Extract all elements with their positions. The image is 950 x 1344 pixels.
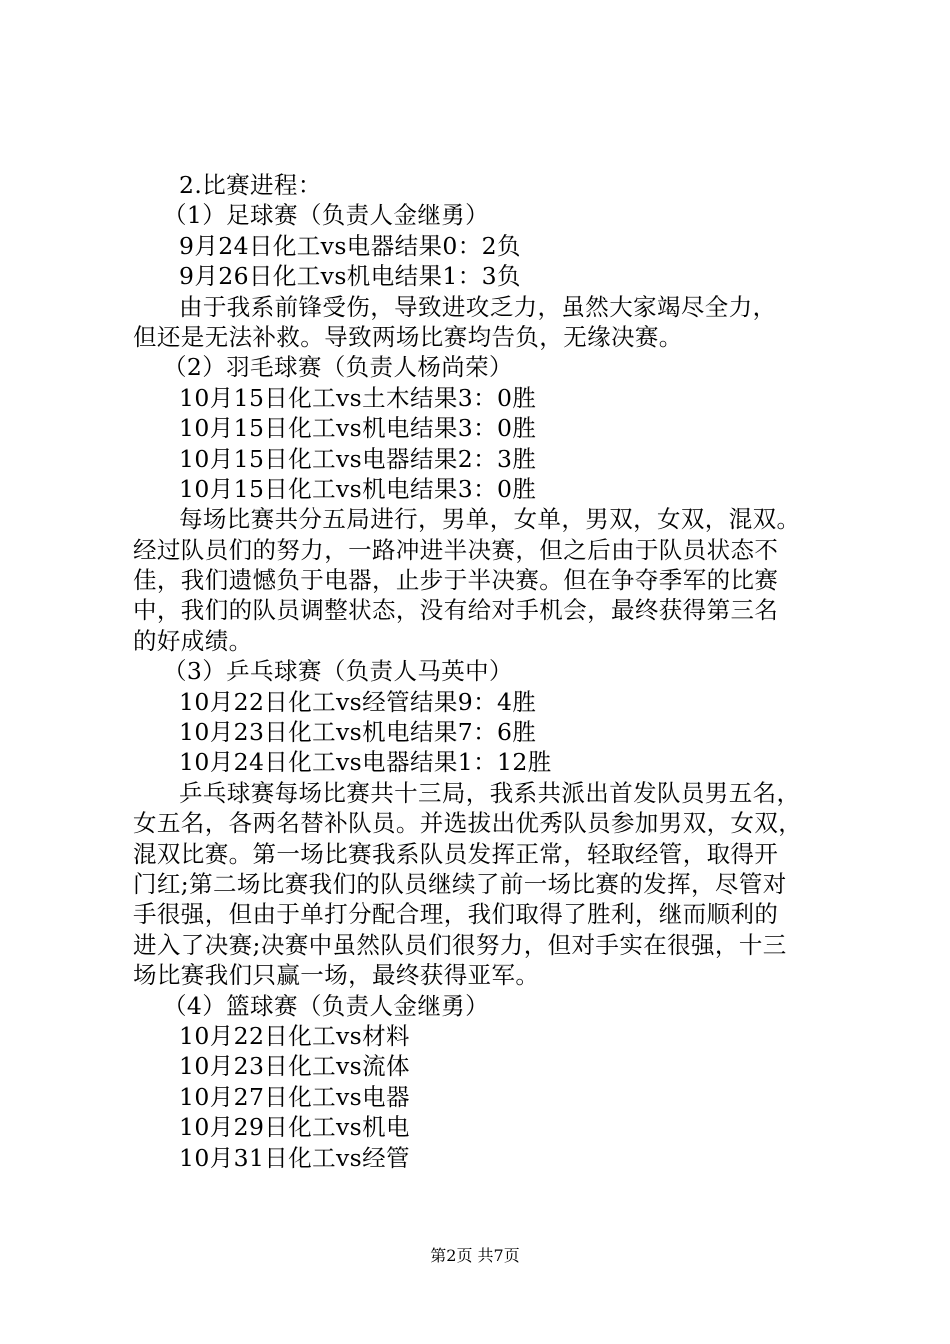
result-line: 10月15日化工vs电器结果2：3胜 (179, 444, 537, 473)
result-line: 10月15日化工vs土木结果3：0胜 (179, 383, 537, 412)
result-line: 10月24日化工vs电器结果1：12胜 (179, 748, 552, 777)
paragraph-line: 混双比赛。第一场比赛我系队员发挥正常，轻取经管，取得开 (133, 839, 779, 868)
result-line: 10月27日化工vs电器 (179, 1082, 410, 1111)
paragraph-line: 门红;第二场比赛我们的队员继续了前一场比赛的发挥，尽管对 (133, 869, 787, 898)
paragraph-line: 乒乓球赛每场比赛共十三局，我系共派出首发队员男五名， (179, 778, 801, 807)
section-title-table-tennis: （3）乒乓球赛（负责人马英中） (163, 657, 513, 686)
paragraph-line: 进入了决赛;决赛中虽然队员们很努力，但对手实在很强，十三 (133, 930, 787, 959)
result-line: 10月31日化工vs经管 (179, 1143, 410, 1172)
paragraph-line: 经过队员们的努力，一路冲进半决赛，但之后由于队员状态不 (133, 535, 779, 564)
result-line: 9月24日化工vs电器结果0：2负 (179, 231, 521, 260)
paragraph-line: 佳，我们遗憾负于电器，止步于半决赛。但在争夺季军的比赛 (133, 566, 779, 595)
paragraph-line: 中，我们的队员调整状态，没有给对手机会，最终获得第三名 (133, 596, 779, 625)
document-body (133, 170, 833, 1173)
result-line: 10月15日化工vs机电结果3：0胜 (179, 414, 537, 443)
result-line: 10月23日化工vs流体 (179, 1052, 410, 1081)
result-line: 10月23日化工vs机电结果7：6胜 (179, 718, 537, 747)
result-line: 10月15日化工vs机电结果3：0胜 (179, 474, 537, 503)
paragraph-line: 女五名，各两名替补队员。并选拔出优秀队员参加男双，女双， (133, 809, 803, 838)
paragraph-line: 场比赛我们只赢一场，最终获得亚军。 (133, 961, 540, 990)
paragraph-line: 但还是无法补救。导致两场比赛均告负，无缘决赛。 (133, 322, 683, 351)
paragraph-line: 的好成绩。 (133, 626, 253, 655)
paragraph-line: 手很强，但由于单打分配合理，我们取得了胜利，继而顺利的 (133, 900, 779, 929)
section-title-football: （1）足球赛（负责人金继勇） (163, 201, 490, 230)
result-line: 10月29日化工vs机电 (179, 1113, 410, 1142)
section-heading: 2.比赛进程： (179, 171, 322, 199)
section-title-badminton: （2）羽毛球赛（负责人杨尚荣） (163, 353, 513, 382)
result-line: 10月22日化工vs材料 (179, 1021, 410, 1050)
result-line: 9月26日化工vs机电结果1：3负 (179, 262, 521, 291)
result-line: 10月22日化工vs经管结果9：4胜 (179, 687, 537, 716)
paragraph-line: 每场比赛共分五局进行，男单，女单，男双，女双，混双。 (179, 505, 801, 534)
page-footer: 第2页 共7页 (430, 1246, 520, 1265)
section-title-basketball: （4）篮球赛（负责人金继勇） (163, 991, 490, 1020)
paragraph-line: 由于我系前锋受伤，导致进攻乏力，虽然大家竭尽全力， (179, 292, 777, 321)
